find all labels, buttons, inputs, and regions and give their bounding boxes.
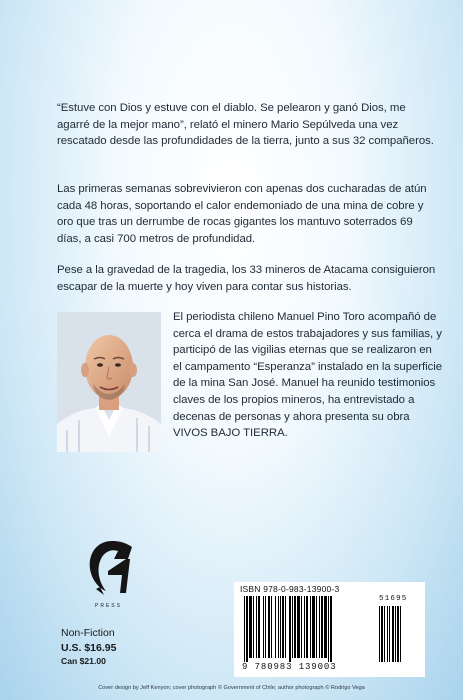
barcode-block — [234, 582, 425, 677]
barcode-bar — [324, 596, 327, 658]
barcode-bar — [310, 596, 311, 658]
barcode-bar — [285, 596, 286, 658]
barcode-addon-digits: 51695 — [379, 595, 408, 603]
barcode-bar — [268, 596, 270, 658]
barcode-bar — [301, 596, 302, 658]
cover-credits: Cover design by Jeff Kenyon; cover photograph © Government of Chile; author photograph © Rodrigo Vega — [98, 685, 365, 691]
barcode-addon-bar — [384, 606, 385, 662]
can-price: Can $21.00 — [61, 656, 106, 666]
barcode-bar — [316, 596, 317, 658]
barcode-addon-bar — [387, 606, 388, 662]
barcode-bar — [271, 596, 272, 658]
isbn-label: ISBN 978-0-983-13900-3 — [240, 584, 340, 594]
barcode-bar — [275, 596, 276, 658]
publisher-logo-text: PRESS — [95, 603, 122, 609]
barcode-bar — [294, 596, 296, 658]
barcode-addon-bar — [395, 606, 396, 662]
barcode-bar — [280, 596, 281, 658]
barcode-bar — [265, 596, 266, 658]
barcode-bar — [306, 596, 308, 658]
publisher-logo-mark-icon — [84, 537, 140, 599]
author-bio-text: El periodista chileno Manuel Pino Toro acompañó de cerca el drama de estos trabajadores y sus familias, y participó de las vigilias eternas que se realizaron en el campamento “Esperanza” instalado en la superficie de la mina San José. Manuel ha reunido testimonios claves de los propios mineros, ha entrevistado a decenas de personas y ahora presenta su obra — [173, 311, 443, 423]
barcode-bar — [292, 596, 293, 658]
us-price: U.S. $16.95 — [61, 642, 117, 654]
author-portrait-illustration — [57, 312, 161, 452]
barcode-bar — [253, 596, 254, 658]
barcode-addon-bar — [400, 606, 401, 662]
barcode-bar — [297, 596, 300, 658]
barcode-bar — [263, 596, 264, 658]
barcode-addon-bar — [397, 606, 399, 662]
paragraph-quote: “Estuve con Dios y estuve con el diablo. Se pelearon y ganó Dios, me agarré de la mejor mano”, relató el minero Mario Sepúlveda una vez rescatado desde las profundidades de la tierra, junto a sus 32 compañeros. — [57, 102, 434, 148]
genre-label: Non-Fiction — [61, 627, 115, 639]
barcode-addon-bar — [389, 606, 390, 662]
book-title: VIVOS BAJO TIERRA. — [173, 427, 288, 440]
barcode-bar — [312, 596, 315, 658]
barcode-bar — [321, 596, 323, 658]
publisher-logo — [84, 537, 140, 599]
barcode-addon-bar — [381, 606, 383, 662]
barcode-bar — [319, 596, 320, 658]
barcode-bar — [328, 596, 329, 662]
barcode-bar — [256, 596, 257, 658]
author-photo — [57, 312, 161, 452]
barcode-bar — [278, 596, 279, 658]
barcode-bar — [330, 596, 332, 662]
author-bio — [173, 309, 443, 442]
barcode-bar — [246, 596, 248, 662]
barcode-addon-bar — [392, 606, 394, 662]
barcode-bar — [249, 596, 252, 658]
barcode-bar — [304, 596, 305, 658]
barcode-ean-digits: 9 780983 139003 — [242, 662, 337, 672]
barcode-addon-bar — [379, 606, 380, 662]
barcode-bar — [258, 596, 260, 658]
barcode-bar — [282, 596, 284, 658]
paragraph-survival: Las primeras semanas sobrevivieron con apenas dos cucharadas de atún cada 48 horas, soportando el calor endemoniado de una mina de cobre y oro que tras un derrumbe de rocas gigantes los mantuvo soterrados 69 días, a casi 700 metros de profundidad. — [57, 183, 427, 245]
paragraph-escape: Pese a la gravedad de la tragedia, los 33 mineros de Atacama consiguieron escapar de la muerte y hoy viven para contar sus historias. — [57, 264, 436, 293]
barcode-bar — [289, 596, 291, 662]
barcode-bar — [244, 596, 245, 662]
